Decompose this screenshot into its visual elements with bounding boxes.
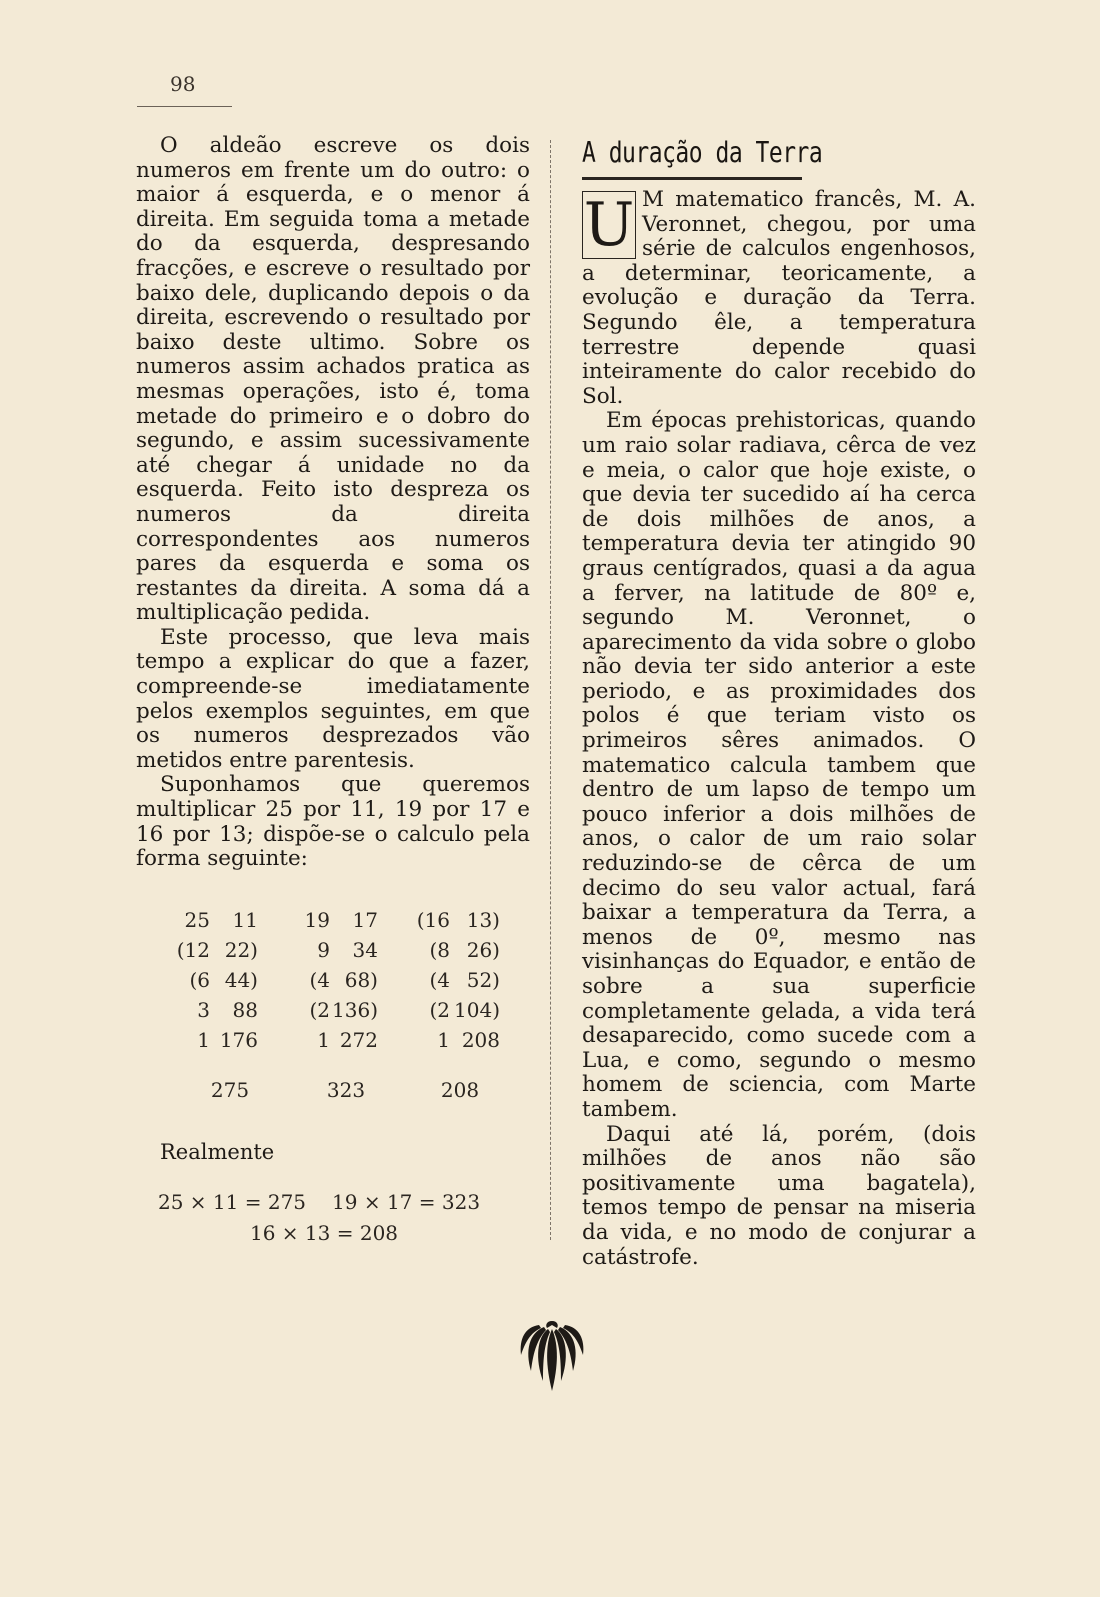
multiplication-table xyxy=(150,908,510,1108)
equation: 25 × 11 = 275 xyxy=(158,1190,307,1214)
calc-cell: 17 xyxy=(352,908,378,932)
calc-cell: 13) xyxy=(466,908,500,932)
article-title: A duração da Terra xyxy=(582,137,823,170)
calc-cell: 88 xyxy=(232,998,258,1022)
calc-cell: 44) xyxy=(224,968,258,992)
calc-cell: 52) xyxy=(466,968,500,992)
calc-cell: (16 xyxy=(416,908,450,932)
paragraph: O aldeão escreve os dois numeros em frente um do outro: o maior á esquerda, e o menor á direita. Em seguida toma a metade do da esquerda, despresando fracções, e escreve o resultado por baixo dele, duplicando depois o da direita, escrevendo o resultado por baixo deste ultimo. Sobre os numeros assim achados pratica as mesmas operações, isto é, toma metade do primeiro e o dobro do segundo, e assim sucessivamente até chegar á unidade no da esquerda. Feito isto despreza os numeros da direita correspondentes aos numeros pares da esquerda e soma os restantes da direita. A soma dá a multiplicação pedida. xyxy=(136,133,530,626)
calc-cell: 22) xyxy=(224,938,258,962)
column-divider xyxy=(550,140,552,1240)
totals-row xyxy=(150,1078,510,1108)
equation-line xyxy=(250,1221,398,1245)
dropcap xyxy=(582,191,636,259)
calc-cell: 1 xyxy=(437,1028,450,1052)
calc-cell: 19 xyxy=(304,908,330,932)
calc-cell: 1 xyxy=(317,1028,330,1052)
calc-cell: 26) xyxy=(466,938,500,962)
calc-cell: (4 xyxy=(429,968,450,992)
paragraph xyxy=(582,188,976,409)
paragraph: Daqui até lá, porém, (dois milhões de anos não são positivamente uma bagatela), temos tempo de pensar na miseria da vida, e no modo de conjurar a catástrofe. xyxy=(582,1121,976,1270)
realmente-label: Realmente xyxy=(160,1140,275,1164)
table-row xyxy=(150,998,510,1028)
calc-cell: 3 xyxy=(197,998,210,1022)
calc-cell: 104) xyxy=(454,998,500,1022)
table-row xyxy=(150,1028,510,1058)
equation-line xyxy=(158,1190,480,1214)
paragraph-text: M matematico francês, M. A. Veronnet, chegou, por uma série de calculos engenhosos, a determinar, teoricamente, a evolução e duração da Terra. Segundo êle, a temperatura terrestre depende quasi inteiramente do calor recebido do Sol. xyxy=(582,187,976,409)
right-column xyxy=(582,188,976,1270)
title-rule xyxy=(582,177,802,180)
table-row xyxy=(150,908,510,938)
calc-cell: 136) xyxy=(332,998,378,1022)
calc-cell: (12 xyxy=(176,938,210,962)
calc-total: 275 xyxy=(210,1078,250,1102)
calc-cell: 25 xyxy=(184,908,210,932)
calc-total: 208 xyxy=(440,1078,480,1102)
table-row xyxy=(150,968,510,998)
calc-cell: 11 xyxy=(232,908,258,932)
calc-cell: 272 xyxy=(339,1028,378,1052)
calc-cell: 176 xyxy=(219,1028,258,1052)
calc-cell: 34 xyxy=(352,938,378,962)
calc-cell: (2 xyxy=(429,998,450,1022)
calc-cell: (2 xyxy=(309,998,330,1022)
equation: 19 × 17 = 323 xyxy=(332,1190,481,1214)
dropcap-letter: U xyxy=(583,190,635,260)
calc-cell: 1 xyxy=(197,1028,210,1052)
table-row xyxy=(150,938,510,968)
palmette-ornament-icon xyxy=(517,1315,587,1395)
calc-cell: (4 xyxy=(309,968,330,992)
header-rule xyxy=(137,106,232,107)
calc-cell: (6 xyxy=(189,968,210,992)
left-column xyxy=(136,134,530,872)
calc-total: 323 xyxy=(326,1078,366,1102)
calc-cell: (8 xyxy=(429,938,450,962)
calc-cell: 9 xyxy=(317,938,330,962)
calc-cell: 68) xyxy=(344,968,378,992)
paragraph: Em épocas prehistoricas, quando um raio solar radiava, cêrca de vez e meia, o calor que hoje existe, o que devia ter sucedido aí ha cerca de dois milhões de anos, a temperatura devia ter atingido 90 graus centígrados, quasi a da agua a ferver, na latitude de 80º e, segundo M. Veronnet, o aparecimento da vida sobre o globo não devia ter sido anterior a este periodo, e as proximidades dos polos é que teriam visto os primeiros sêres animados. O matematico calcula tambem que dentro de um lapso de tempo um pouco inferior a dois milhões de anos, o calor de um raio solar reduzindo-se de cêrca de um decimo do seu valor actual, fará baixar a temperatura da Terra, a menos de 0º, mesmo nas visinhanças do Equador, e então de sobre a sua superficie completamente gelada, a vida terá desaparecido, como sucede com a Lua, e como, segundo o mesmo homem de sciencia, com Marte tambem. xyxy=(582,408,976,1122)
equation: 16 × 13 = 208 xyxy=(250,1221,399,1245)
page-number: 98 xyxy=(170,72,196,96)
paragraph: Este processo, que leva mais tempo a explicar do que a fazer, compreende-se imediatamente pelos exemplos seguintes, em que os numeros desprezados vão metidos entre parentesis. xyxy=(136,624,530,773)
paragraph: Suponhamos que queremos multiplicar 25 por 11, 19 por 17 e 16 por 13; dispõe-se o calculo pela forma seguinte: xyxy=(136,772,530,872)
calc-cell: 208 xyxy=(461,1028,500,1052)
